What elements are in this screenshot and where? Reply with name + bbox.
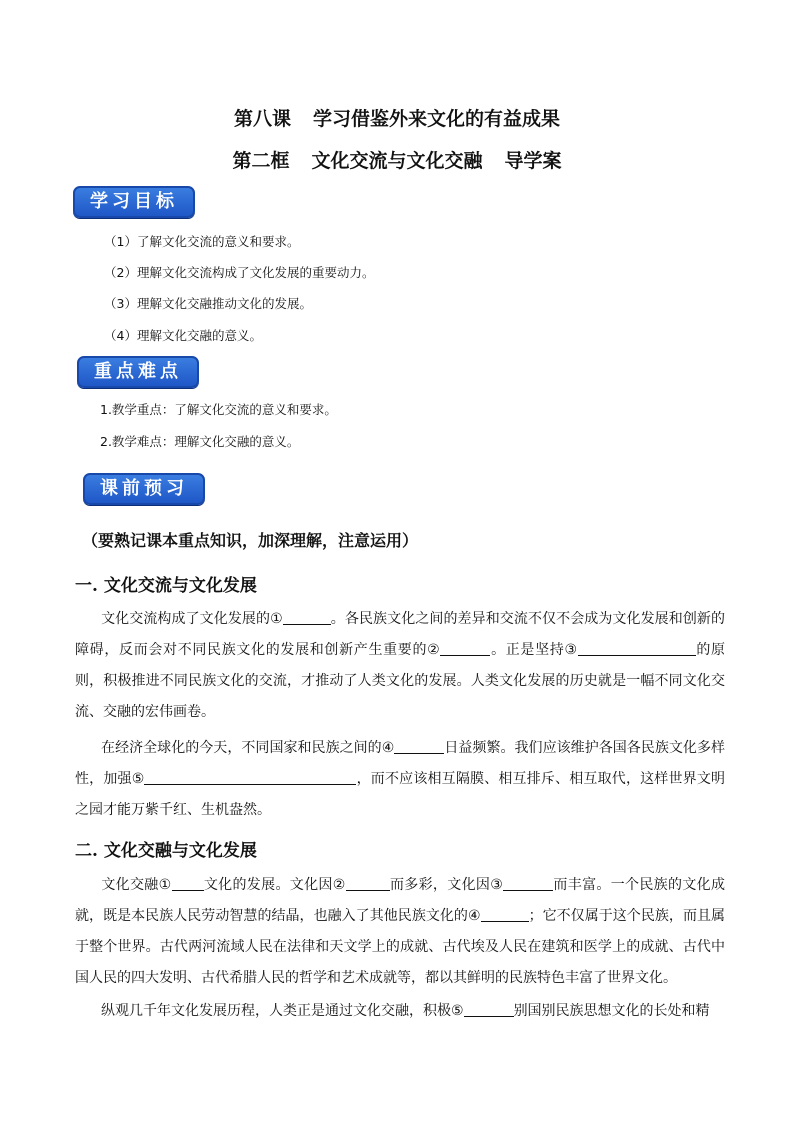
goal-item: （1）了解文化交流的意义和要求。: [104, 234, 300, 249]
blank-marker: ⑤: [451, 1003, 464, 1019]
blank-marker: ①: [270, 611, 283, 627]
blank-marker: ⑤: [131, 771, 145, 787]
blank-marker: ①: [158, 877, 172, 893]
blank-marker: ②: [332, 877, 346, 893]
fill-blank[interactable]: [394, 738, 444, 754]
goals-badge: 学习目标: [73, 186, 195, 218]
blank-marker: ③: [490, 877, 504, 893]
preview-badge: 课前预习: [83, 473, 205, 505]
lesson-subtitle: 第二框 文化交流与文化交融 导学案: [232, 150, 562, 172]
fill-blank[interactable]: [144, 769, 356, 785]
preview-note: （要熟记课本重点知识，加深理解，注意运用）: [82, 531, 419, 550]
key-point-item: 1.教学重点：了解文化交流的意义和要求。: [100, 402, 337, 417]
section1-paragraph1: 文化交流构成了文化发展的① 。各民族文化之间的差异和交流不仅不会成为文化发展和创新的障碍，反而会对不同民族文化的发展和创新产生重要的② 。正是坚持③ 的原则，积极推进不同民族文化的交流，才推动了人类文化的发展。人类文化发展的历史就是一幅不同文化交流、交融的宏伟画卷。: [75, 611, 726, 720]
fill-blank[interactable]: [464, 1001, 514, 1017]
goal-item: （2）理解文化交流构成了文化发展的重要动力。: [104, 265, 375, 280]
fill-blank[interactable]: [440, 640, 490, 656]
blank-marker: ②: [427, 642, 441, 658]
fill-blank[interactable]: [283, 609, 331, 625]
key-points-badge: 重点难点: [77, 356, 199, 388]
section2-paragraph1: 文化交融① 文化的发展。文化因② 而多彩，文化因③ 而丰富。一个民族的文化成就，既是本民族人民劳动智慧的结晶，也融入了其他民族文化的④ ；它不仅属于这个民族，而且属于整个世界。古代两河流域人民在法律和天文学上的成就、古代埃及人民在建筑和医学上的成就、古代中国人民的四大发明、古代希腊人民的哲学和艺术成就等，都以其鲜明的民族特色丰富了世界文化。: [75, 877, 726, 986]
fill-blank[interactable]: [503, 875, 553, 891]
goal-item: （4）理解文化交融的意义。: [104, 328, 262, 343]
fill-blank[interactable]: [578, 640, 696, 656]
key-point-item: 2.教学难点：理解文化交融的意义。: [100, 434, 300, 449]
fill-blank[interactable]: [481, 906, 529, 922]
lesson-title: 第八课 学习借鉴外来文化的有益成果: [233, 108, 561, 130]
section1-heading: 一. 文化交流与文化发展: [75, 576, 257, 596]
goal-item: （3）理解文化交融推动文化的发展。: [104, 296, 312, 311]
fill-blank[interactable]: [346, 875, 390, 891]
blank-marker: ④: [467, 908, 481, 924]
section2-paragraph2: 纵观几千年文化发展历程，人类正是通过文化交融，积极⑤ 别国别民族思想文化的长处和精: [101, 1003, 710, 1019]
section2-heading: 二. 文化交融与文化发展: [75, 841, 257, 861]
section1-paragraph2: 在经济全球化的今天，不同国家和民族之间的④ 日益频繁。我们应该维护各国各民族文化多样性，加强⑤ ，而不应该相互隔膜、相互排斥、相互取代，这样世界文明之园才能万紫千红、生机盎然。: [75, 740, 725, 818]
fill-blank[interactable]: [172, 875, 204, 891]
blank-marker: ④: [381, 740, 395, 756]
blank-marker: ③: [564, 642, 578, 658]
